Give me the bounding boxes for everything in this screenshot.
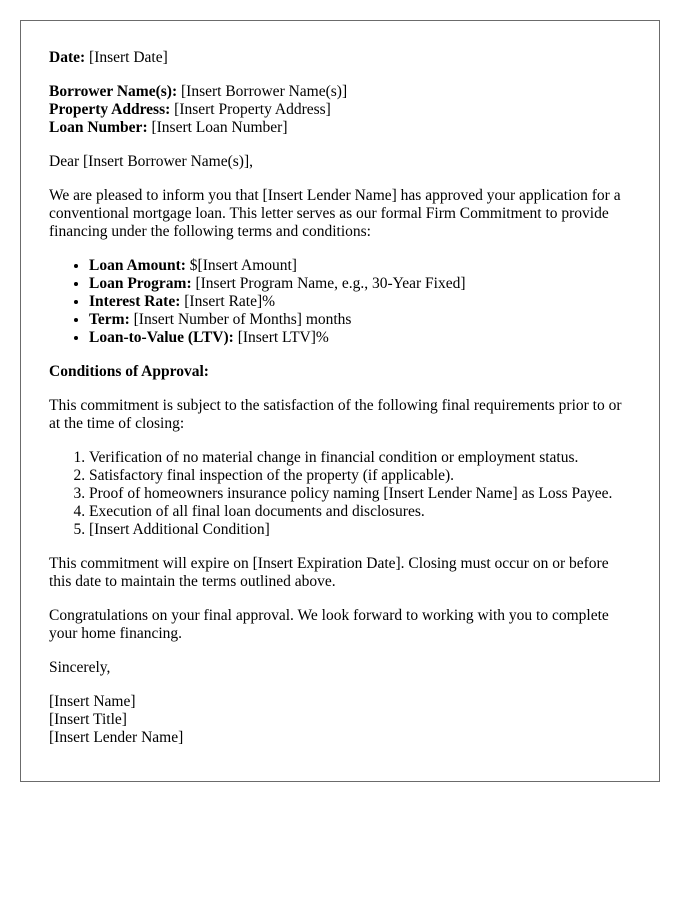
property-value: [Insert Property Address] <box>174 101 331 118</box>
letter-document <box>20 20 660 782</box>
expiration-paragraph: This commitment will expire on [Insert Expiration Date]. Closing must occur on or before this date to maintain the terms outlined above. <box>49 555 609 590</box>
date-line <box>49 49 631 67</box>
borrower-value: [Insert Borrower Name(s)] <box>181 83 348 100</box>
list-item: 2. Satisfactory final inspection of the property (if applicable). <box>89 467 631 485</box>
signature-title: [Insert Title] <box>49 711 127 728</box>
term-label: Interest Rate: <box>89 293 181 310</box>
signature-name: [Insert Name] <box>49 693 136 710</box>
list-item: 5. [Insert Additional Condition] <box>89 521 631 539</box>
loan-info-block <box>49 83 631 137</box>
conditions-list <box>49 449 631 539</box>
closing-paragraph: Congratulations on your final approval. We look forward to working with you to complete your home financing. <box>49 607 609 642</box>
term-value: [Insert Program Name, e.g., 30-Year Fixed] <box>195 275 466 292</box>
loan-terms-list <box>49 257 631 347</box>
signoff: Sincerely, <box>49 659 111 676</box>
term-label: Loan Amount: <box>89 257 186 274</box>
term-value: [Insert Number of Months] months <box>133 311 352 328</box>
term-value: [Insert LTV]% <box>237 329 329 346</box>
list-item <box>89 311 631 329</box>
list-item <box>89 329 631 347</box>
borrower-label: Borrower Name(s): <box>49 83 178 100</box>
loan-number-value: [Insert Loan Number] <box>151 119 288 136</box>
loan-number-label: Loan Number: <box>49 119 148 136</box>
list-item: 3. Proof of homeowners insurance policy naming [Insert Lender Name] as Loss Payee. <box>89 485 631 503</box>
term-value: [Insert Rate]% <box>184 293 276 310</box>
term-value: $[Insert Amount] <box>189 257 297 274</box>
conditions-heading: Conditions of Approval: <box>49 363 209 380</box>
conditions-intro: This commitment is subject to the satisfaction of the following final requirements prior to or at the time of closing: <box>49 397 622 432</box>
salutation: Dear [Insert Borrower Name(s)], <box>49 153 253 170</box>
date-value: [Insert Date] <box>89 49 168 66</box>
list-item <box>89 275 631 293</box>
list-item <box>89 293 631 311</box>
term-label: Loan Program: <box>89 275 192 292</box>
property-line <box>49 101 631 119</box>
list-item <box>89 257 631 275</box>
term-label: Loan-to-Value (LTV): <box>89 329 234 346</box>
property-label: Property Address: <box>49 101 171 118</box>
loan-number-line <box>49 119 631 137</box>
borrower-line <box>49 83 631 101</box>
list-item: 4. Execution of all final loan documents and disclosures. <box>89 503 631 521</box>
date-label: Date: <box>49 49 86 66</box>
list-item: 1. Verification of no material change in financial condition or employment status. <box>89 449 631 467</box>
intro-paragraph: We are pleased to inform you that [Insert Lender Name] has approved your application for a conventional mortgage loan. This letter serves as our formal Firm Commitment to provide financing under the following terms and conditions: <box>49 187 621 240</box>
signature-lender: [Insert Lender Name] <box>49 729 184 746</box>
term-label: Term: <box>89 311 130 328</box>
signature-block <box>49 693 631 747</box>
